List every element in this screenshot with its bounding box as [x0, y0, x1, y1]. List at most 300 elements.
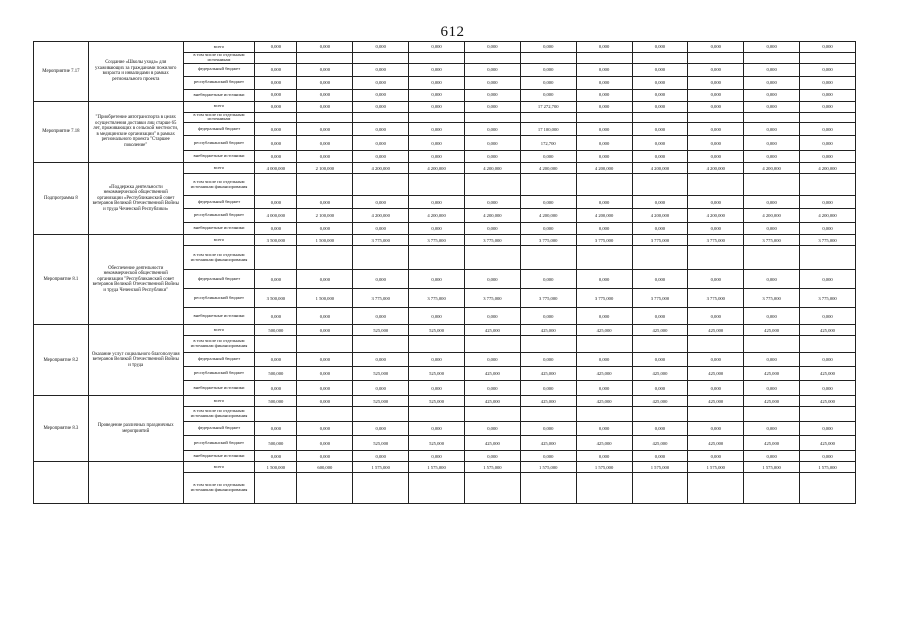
value-cell	[576, 53, 632, 64]
value-cell: 1 500,000	[255, 462, 297, 473]
value-cell: 3 775,000	[464, 235, 520, 246]
value-cell: 3 775,000	[744, 289, 800, 308]
value-cell: 0,000	[632, 101, 688, 112]
value-cell: 0,000	[632, 42, 688, 53]
value-cell: 0,000	[297, 196, 353, 209]
value-cell	[464, 473, 520, 504]
value-cell: 0,000	[688, 451, 744, 462]
value-cell	[409, 473, 465, 504]
value-cell: 0,000	[800, 42, 856, 53]
value-cell: 0,000	[255, 451, 297, 462]
row-group-description: Обеспечение деятельности некоммерческой общественной организации "Республиканский совет ветеранов Великой Отечественной Войны и труда Чеченской Республики"	[88, 235, 183, 325]
value-cell: 4 200,000	[520, 163, 576, 174]
value-cell: 2 100,000	[297, 163, 353, 174]
value-cell: 0,000	[576, 63, 632, 76]
funding-source: республиканский бюджет	[183, 289, 255, 308]
funding-source: внебюджетные источники	[183, 151, 255, 163]
value-cell: 0,000	[255, 76, 297, 89]
value-cell: 425,000	[800, 325, 856, 336]
value-cell: 0,000	[464, 101, 520, 112]
funding-source: всего	[183, 325, 255, 336]
value-cell: 4 200,000	[744, 209, 800, 223]
value-cell: 500,000	[255, 436, 297, 451]
value-cell: 425,000	[744, 325, 800, 336]
value-cell: 525,000	[409, 325, 465, 336]
value-cell	[688, 246, 744, 270]
table-row	[34, 462, 856, 473]
value-cell: 0,000	[520, 353, 576, 367]
funding-source: внебюджетные источники	[183, 308, 255, 325]
value-cell: 0,000	[297, 42, 353, 53]
value-cell: 0,000	[297, 76, 353, 89]
value-cell: 425,000	[688, 325, 744, 336]
value-cell	[255, 112, 297, 123]
value-cell	[744, 407, 800, 422]
value-cell	[632, 336, 688, 353]
value-cell: 0,000	[688, 63, 744, 76]
value-cell: 4 000,000	[255, 209, 297, 223]
value-cell: 0,000	[800, 101, 856, 112]
value-cell: 4 200,000	[744, 163, 800, 174]
value-cell: 0,000	[464, 136, 520, 151]
value-cell: 3 500,000	[255, 289, 297, 308]
value-cell	[576, 112, 632, 123]
value-cell: 0,000	[464, 308, 520, 325]
funding-source: внебюджетные источники	[183, 223, 255, 235]
value-cell	[520, 112, 576, 123]
value-cell	[744, 246, 800, 270]
value-cell	[353, 53, 409, 64]
value-cell: 0,000	[353, 422, 409, 436]
value-cell: 0,000	[744, 270, 800, 289]
value-cell: 0,000	[632, 151, 688, 163]
value-cell: 1 500,000	[297, 235, 353, 246]
value-cell	[255, 53, 297, 64]
value-cell: 0,000	[297, 136, 353, 151]
value-cell: 0,000	[632, 353, 688, 367]
value-cell	[520, 246, 576, 270]
value-cell: 0,000	[409, 381, 465, 396]
value-cell: 0,000	[255, 63, 297, 76]
funding-source: республиканский бюджет	[183, 209, 255, 223]
row-group-description: Создание «Школы ухода» для ухаживающих за гражданами пожилого возраста и инвалидами в рамках регионального проекта	[88, 42, 183, 102]
value-cell: 0,000	[688, 101, 744, 112]
value-cell	[353, 473, 409, 504]
funding-source: в том числе по отдельным источникам	[183, 53, 255, 64]
value-cell: 4 200,000	[800, 163, 856, 174]
value-cell	[688, 174, 744, 196]
funding-source: внебюджетные источники	[183, 89, 255, 101]
value-cell: 1 575,000	[409, 462, 465, 473]
value-cell: 3 775,000	[632, 235, 688, 246]
row-group-description: Оказание услуг социального благополучия ветеранов Великой Отечественной Войны и труда	[88, 325, 183, 396]
value-cell: 0,000	[464, 223, 520, 235]
value-cell: 0,000	[632, 422, 688, 436]
value-cell: 0,000	[297, 381, 353, 396]
value-cell: 0,000	[297, 325, 353, 336]
value-cell: 0,000	[409, 223, 465, 235]
value-cell: 3 775,000	[688, 235, 744, 246]
value-cell: 0,000	[520, 422, 576, 436]
value-cell	[576, 336, 632, 353]
funding-source: федеральный бюджет	[183, 353, 255, 367]
value-cell	[353, 407, 409, 422]
value-cell: 425,000	[520, 396, 576, 407]
value-cell	[744, 473, 800, 504]
value-cell: 0,000	[409, 76, 465, 89]
value-cell: 425,000	[520, 436, 576, 451]
value-cell	[744, 53, 800, 64]
funding-source: федеральный бюджет	[183, 196, 255, 209]
value-cell: 0,000	[464, 63, 520, 76]
value-cell: 0,000	[255, 270, 297, 289]
value-cell	[353, 174, 409, 196]
value-cell: 0,000	[576, 101, 632, 112]
value-cell	[353, 336, 409, 353]
value-cell: 0,000	[353, 353, 409, 367]
value-cell: 1 575,000	[520, 462, 576, 473]
value-cell: 0,000	[464, 123, 520, 136]
value-cell: 0,000	[576, 76, 632, 89]
value-cell: 425,000	[464, 367, 520, 381]
value-cell	[520, 53, 576, 64]
funding-source: всего	[183, 163, 255, 174]
value-cell: 4 200,000	[576, 209, 632, 223]
value-cell	[464, 336, 520, 353]
value-cell	[632, 53, 688, 64]
value-cell: 0,000	[409, 136, 465, 151]
value-cell: 0,000	[688, 151, 744, 163]
value-cell: 0,000	[409, 308, 465, 325]
value-cell: 3 500,000	[255, 235, 297, 246]
value-cell: 0,000	[520, 89, 576, 101]
value-cell	[520, 473, 576, 504]
value-cell	[409, 407, 465, 422]
value-cell: 0,000	[744, 308, 800, 325]
value-cell: 0,000	[255, 353, 297, 367]
value-cell: 3 775,000	[520, 235, 576, 246]
value-cell: 3 775,000	[576, 289, 632, 308]
value-cell	[744, 174, 800, 196]
value-cell: 172,700	[520, 136, 576, 151]
value-cell: 0,000	[409, 63, 465, 76]
value-cell: 0,000	[297, 396, 353, 407]
value-cell	[520, 336, 576, 353]
value-cell: 0,000	[800, 76, 856, 89]
value-cell: 0,000	[255, 136, 297, 151]
value-cell: 0,000	[353, 136, 409, 151]
value-cell: 3 775,000	[409, 289, 465, 308]
value-cell: 0,000	[744, 42, 800, 53]
value-cell: 0,000	[353, 270, 409, 289]
value-cell	[255, 407, 297, 422]
table-row	[34, 396, 856, 407]
value-cell: 0,000	[464, 270, 520, 289]
value-cell	[800, 112, 856, 123]
value-cell: 0,000	[688, 123, 744, 136]
value-cell	[464, 112, 520, 123]
funding-source: всего	[183, 42, 255, 53]
value-cell: 500,000	[255, 396, 297, 407]
row-group-label: Мероприятие 8.2	[34, 325, 89, 396]
value-cell: 0,000	[297, 308, 353, 325]
value-cell	[744, 336, 800, 353]
value-cell: 1 575,000	[744, 462, 800, 473]
value-cell: 0,000	[464, 353, 520, 367]
value-cell: 0,000	[464, 151, 520, 163]
value-cell: 0,000	[744, 353, 800, 367]
value-cell	[800, 336, 856, 353]
value-cell	[464, 174, 520, 196]
value-cell: 0,000	[353, 381, 409, 396]
value-cell: 0,000	[576, 151, 632, 163]
funding-source: в том числе по отдельным источникам финансирования	[183, 246, 255, 270]
value-cell: 525,000	[353, 367, 409, 381]
funding-source: всего	[183, 101, 255, 112]
value-cell: 0,000	[297, 422, 353, 436]
value-cell: 0,000	[576, 270, 632, 289]
value-cell: 0,000	[464, 42, 520, 53]
table-row	[34, 325, 856, 336]
value-cell	[409, 246, 465, 270]
row-group-description: "Приобретение автотранспорта в целях осуществления доставки лиц старше 65 лет, проживающих в сельской местности, в медицинские организации" в рамках регионального проекта "Старшее поколение"	[88, 101, 183, 163]
value-cell: 425,000	[520, 325, 576, 336]
row-group-description	[88, 462, 183, 504]
value-cell: 425,000	[632, 325, 688, 336]
value-cell	[409, 174, 465, 196]
value-cell: 0,000	[800, 270, 856, 289]
value-cell: 0,000	[688, 136, 744, 151]
value-cell: 0,000	[576, 42, 632, 53]
value-cell: 0,000	[353, 451, 409, 462]
value-cell: 0,000	[744, 196, 800, 209]
value-cell: 4 200,000	[632, 209, 688, 223]
value-cell: 0,000	[632, 308, 688, 325]
value-cell: 0,000	[744, 151, 800, 163]
value-cell: 3 775,000	[353, 289, 409, 308]
value-cell: 0,000	[744, 451, 800, 462]
value-cell: 3 775,000	[800, 289, 856, 308]
value-cell: 525,000	[409, 436, 465, 451]
value-cell: 0,000	[576, 136, 632, 151]
value-cell	[800, 407, 856, 422]
value-cell	[297, 174, 353, 196]
value-cell: 425,000	[464, 325, 520, 336]
value-cell	[632, 407, 688, 422]
value-cell: 0,000	[409, 89, 465, 101]
funding-source: республиканский бюджет	[183, 136, 255, 151]
value-cell	[255, 174, 297, 196]
funding-source: в том числе по отдельным источникам	[183, 112, 255, 123]
value-cell	[464, 407, 520, 422]
value-cell: 500,000	[255, 367, 297, 381]
value-cell	[632, 246, 688, 270]
value-cell	[297, 473, 353, 504]
row-group-label: Мероприятие 7.17	[34, 42, 89, 102]
value-cell: 0,000	[576, 308, 632, 325]
value-cell: 0,000	[800, 89, 856, 101]
value-cell: 0,000	[409, 101, 465, 112]
value-cell: 425,000	[800, 396, 856, 407]
row-group-label: Подпрограмма 8	[34, 163, 89, 235]
row-group-label: Мероприятие 8.3	[34, 396, 89, 462]
value-cell: 425,000	[632, 436, 688, 451]
value-cell: 0,000	[632, 123, 688, 136]
value-cell: 4 000,000	[255, 163, 297, 174]
value-cell: 0,000	[632, 270, 688, 289]
value-cell: 0,000	[255, 223, 297, 235]
value-cell: 0,000	[409, 353, 465, 367]
value-cell	[744, 112, 800, 123]
value-cell: 0,000	[409, 42, 465, 53]
value-cell: 525,000	[409, 396, 465, 407]
table-row	[34, 235, 856, 246]
value-cell: 0,000	[255, 101, 297, 112]
funding-source: федеральный бюджет	[183, 123, 255, 136]
value-cell: 425,000	[688, 396, 744, 407]
value-cell	[688, 336, 744, 353]
value-cell: 1 500,000	[297, 289, 353, 308]
value-cell: 0,000	[297, 367, 353, 381]
value-cell: 0,000	[744, 123, 800, 136]
value-cell: 1 575,000	[688, 462, 744, 473]
value-cell: 4 200,000	[353, 209, 409, 223]
value-cell: 425,000	[632, 396, 688, 407]
value-cell: 0,000	[800, 196, 856, 209]
value-cell	[353, 112, 409, 123]
value-cell: 0,000	[800, 353, 856, 367]
value-cell: 0,000	[688, 76, 744, 89]
value-cell: 425,000	[688, 436, 744, 451]
value-cell: 4 200,000	[409, 209, 465, 223]
value-cell	[297, 407, 353, 422]
value-cell: 0,000	[297, 223, 353, 235]
value-cell: 0,000	[297, 436, 353, 451]
value-cell: 0,000	[255, 196, 297, 209]
value-cell: 17 272,700	[520, 101, 576, 112]
value-cell	[297, 336, 353, 353]
value-cell: 0,000	[632, 196, 688, 209]
value-cell: 4 200,000	[800, 209, 856, 223]
value-cell: 0,000	[800, 422, 856, 436]
value-cell: 0,000	[520, 196, 576, 209]
value-cell	[800, 174, 856, 196]
value-cell: 3 775,000	[632, 289, 688, 308]
value-cell: 4 200,000	[520, 209, 576, 223]
value-cell: 0,000	[409, 422, 465, 436]
row-group-label: Мероприятие 7.18	[34, 101, 89, 163]
value-cell: 0,000	[255, 123, 297, 136]
value-cell: 0,000	[800, 136, 856, 151]
value-cell: 0,000	[297, 63, 353, 76]
value-cell: 0,000	[688, 270, 744, 289]
value-cell: 17 100,000	[520, 123, 576, 136]
value-cell: 3 775,000	[409, 235, 465, 246]
value-cell: 0,000	[353, 308, 409, 325]
value-cell: 0,000	[464, 76, 520, 89]
value-cell: 0,000	[409, 151, 465, 163]
value-cell: 0,000	[800, 151, 856, 163]
value-cell: 525,000	[409, 367, 465, 381]
value-cell: 1 575,000	[632, 462, 688, 473]
value-cell: 0,000	[297, 101, 353, 112]
value-cell: 0,000	[576, 123, 632, 136]
value-cell: 4 200,000	[688, 163, 744, 174]
value-cell: 0,000	[255, 89, 297, 101]
value-cell: 425,000	[464, 436, 520, 451]
value-cell	[800, 53, 856, 64]
value-cell: 0,000	[632, 63, 688, 76]
value-cell: 0,000	[576, 89, 632, 101]
row-group-description: Проведение различных праздничных мероприятий	[88, 396, 183, 462]
value-cell	[576, 407, 632, 422]
value-cell: 0,000	[632, 136, 688, 151]
value-cell: 1 575,000	[800, 462, 856, 473]
value-cell: 0,000	[632, 451, 688, 462]
value-cell: 0,000	[688, 42, 744, 53]
value-cell	[576, 246, 632, 270]
value-cell: 0,000	[255, 151, 297, 163]
value-cell	[632, 174, 688, 196]
value-cell: 0,000	[353, 151, 409, 163]
value-cell: 0,000	[576, 196, 632, 209]
value-cell: 0,000	[520, 63, 576, 76]
funding-source: федеральный бюджет	[183, 270, 255, 289]
value-cell: 0,000	[688, 308, 744, 325]
value-cell	[297, 112, 353, 123]
funding-source: в том числе по отдельным источникам финансирования	[183, 407, 255, 422]
value-cell: 0,000	[353, 101, 409, 112]
value-cell: 3 775,000	[800, 235, 856, 246]
value-cell: 0,000	[800, 63, 856, 76]
value-cell	[576, 473, 632, 504]
value-cell: 0,000	[576, 422, 632, 436]
value-cell: 0,000	[297, 270, 353, 289]
value-cell	[353, 246, 409, 270]
value-cell: 0,000	[800, 308, 856, 325]
value-cell: 425,000	[744, 396, 800, 407]
value-cell: 500,000	[255, 325, 297, 336]
value-cell: 0,000	[632, 76, 688, 89]
value-cell: 0,000	[688, 353, 744, 367]
funding-source: всего	[183, 396, 255, 407]
value-cell	[255, 336, 297, 353]
value-cell: 425,000	[632, 367, 688, 381]
value-cell: 0,000	[744, 136, 800, 151]
value-cell: 3 775,000	[464, 289, 520, 308]
value-cell: 0,000	[353, 123, 409, 136]
row-group-label	[34, 462, 89, 504]
value-cell: 0,000	[520, 76, 576, 89]
value-cell: 3 775,000	[744, 235, 800, 246]
table-row	[34, 42, 856, 53]
value-cell: 425,000	[744, 367, 800, 381]
value-cell: 0,000	[688, 223, 744, 235]
funding-source: федеральный бюджет	[183, 422, 255, 436]
budget-table	[33, 41, 856, 504]
value-cell: 0,000	[744, 89, 800, 101]
value-cell: 0,000	[688, 381, 744, 396]
value-cell	[464, 246, 520, 270]
funding-source: республиканский бюджет	[183, 367, 255, 381]
value-cell	[464, 53, 520, 64]
funding-source: внебюджетные источники	[183, 451, 255, 462]
value-cell: 0,000	[255, 42, 297, 53]
value-cell: 0,000	[744, 101, 800, 112]
row-group-label: Мероприятие 8.1	[34, 235, 89, 325]
value-cell: 0,000	[255, 381, 297, 396]
funding-source: федеральный бюджет	[183, 63, 255, 76]
